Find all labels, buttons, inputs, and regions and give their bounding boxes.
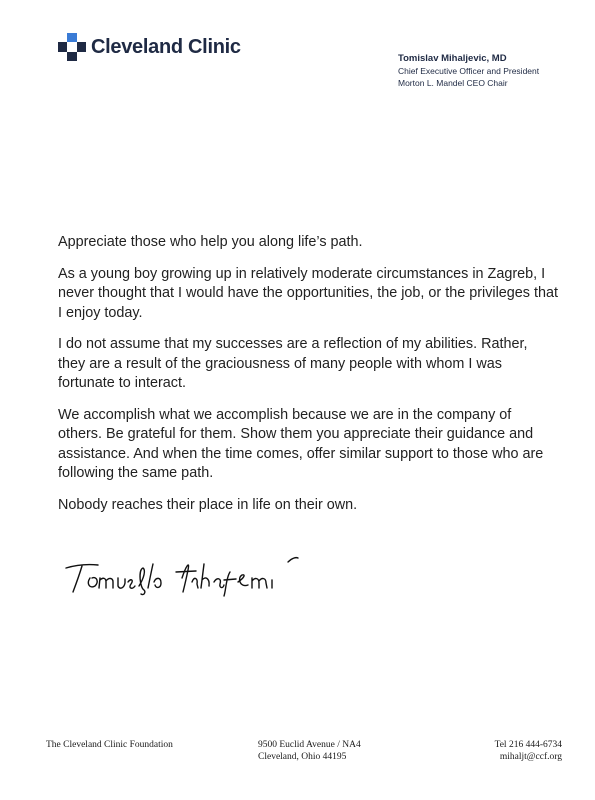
footer-address xyxy=(258,740,361,763)
letter-paragraph: Nobody reaches their place in life on their own. xyxy=(58,496,358,513)
letter-paragraph: I do not assume that my successes are a reflection of my abilities. Rather, they are a result of the graciousness of many people with whom I was fortunate to interact. xyxy=(58,336,528,391)
letterhead-logo xyxy=(58,33,241,61)
letter-paragraph: As a young boy growing up in relatively moderate circumstances in Zagreb, I never thought that I would have the opportunities, the job, or the privileges that I enjoy today. xyxy=(58,265,558,321)
sender-title: Chief Executive Officer and President xyxy=(398,66,540,76)
organization-name: The Cleveland Clinic Foundation xyxy=(46,740,173,750)
cleveland-clinic-cross-icon xyxy=(58,33,86,61)
phone-number: Tel 216 444-6734 xyxy=(494,740,562,750)
letter-body xyxy=(58,233,558,527)
footer-organization xyxy=(46,740,173,752)
sender-block xyxy=(398,52,539,89)
footer-contact xyxy=(490,740,562,763)
letter-paragraph: Appreciate those who help you along life’s path. xyxy=(58,234,363,250)
letter-paragraph: We accomplish what we accomplish because we are in the company of others. Be grateful for them. Show them you appreciate their guidance and assistance. And when the time comes, offer similar support to those who are following the same path. xyxy=(58,406,544,481)
sender-chair: Morton L. Mandel CEO Chair xyxy=(398,78,508,88)
logo-wordmark: Cleveland Clinic xyxy=(91,35,241,58)
sender-name: Tomislav Mihaljevic, MD xyxy=(398,53,507,64)
address-line-1: 9500 Euclid Avenue / NA4 xyxy=(258,740,361,750)
address-line-2: Cleveland, Ohio 44195 xyxy=(258,751,347,762)
email-link[interactable]: mihaljt@ccf.org xyxy=(499,751,562,762)
handwritten-signature xyxy=(64,548,314,603)
